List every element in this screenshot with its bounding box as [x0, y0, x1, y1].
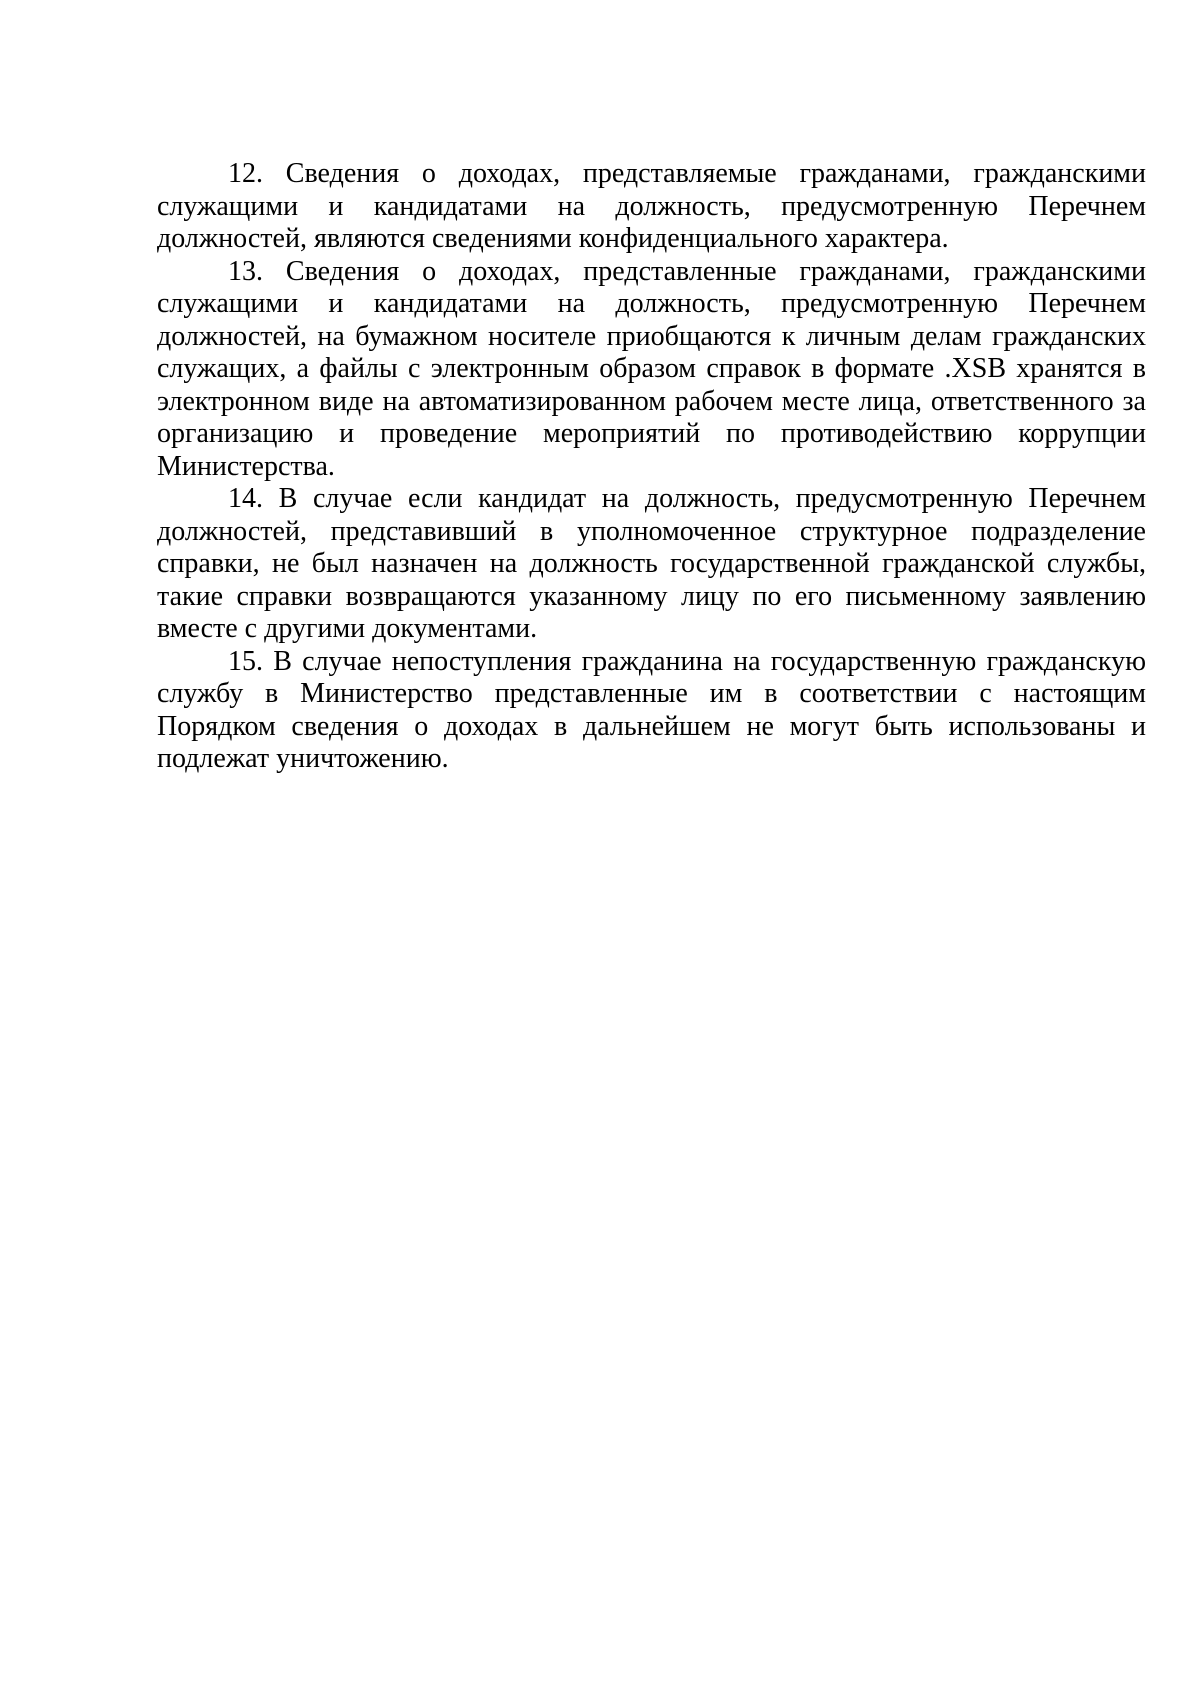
paragraph-13: 13. Сведения о доходах, представленные гражданами, гражданскими служащими и кандидатами на должность, предусмотренную Перечнем должностей, на бумажном носителе приобщаются к личным делам гражданских служащих, а файлы с электронным образом справок в формате .XSB хранятся в электронном виде на автоматизированном рабочем месте лица, ответственного за организацию и проведение мероприятий по противодействию коррупции Министерства.	[157, 255, 1146, 482]
paragraph-15: 15. В случае непоступления гражданина на государственную гражданскую службу в Министерство представленные им в соответствии с настоящим Порядком сведения о доходах в дальнейшем не могут быть использованы и подлежат уничтожению.	[157, 645, 1146, 774]
paragraph-12: 12. Сведения о доходах, представляемые гражданами, гражданскими служащими и кандидатами на должность, предусмотренную Перечнем должностей, являются сведениями конфиденциального характера.	[157, 158, 1146, 254]
paragraph-14: 14. В случае если кандидат на должность, предусмотренную Перечнем должностей, представивший в уполномоченное структурное подразделение справки, не был назначен на должность государственной гражданской службы, такие справки возвращаются указанному лицу по его письменному заявлению вместе с другими документами.	[157, 483, 1146, 644]
document-page	[157, 158, 1146, 776]
